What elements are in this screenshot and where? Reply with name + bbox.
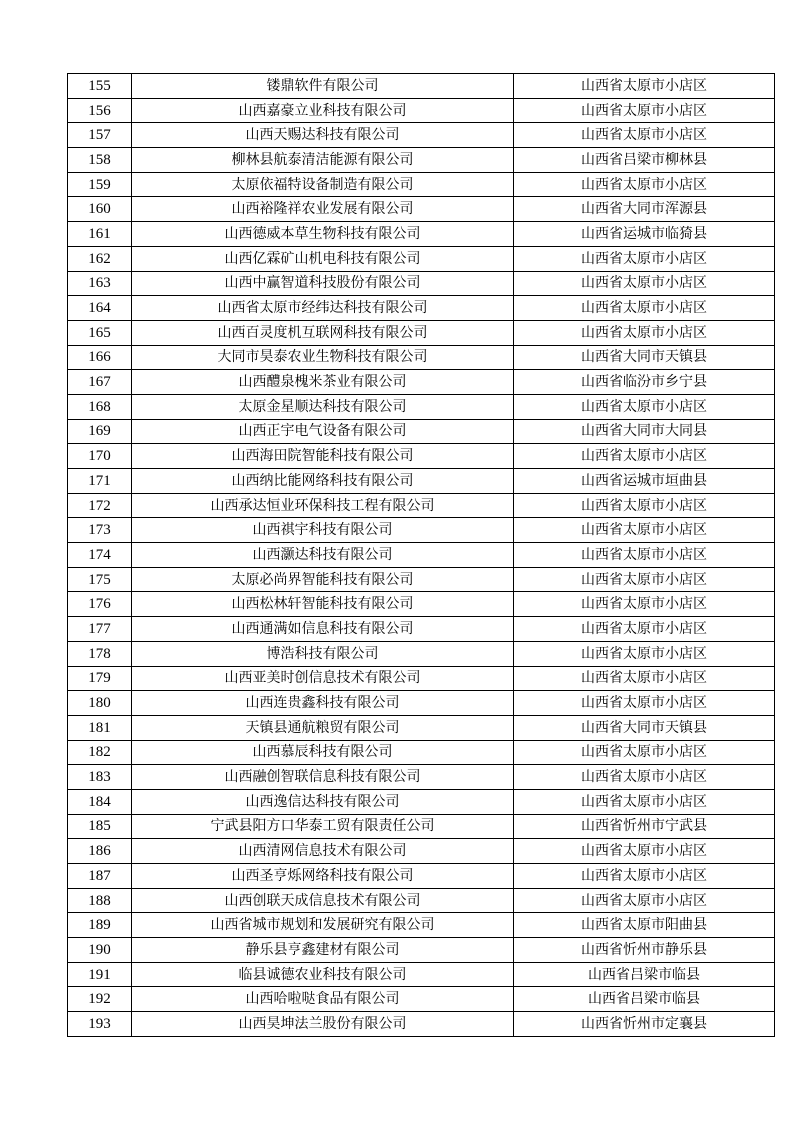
location-cell: 山西省大同市大同县 [514,419,775,444]
table-row [68,987,775,1012]
table-row [68,271,775,296]
location-cell: 山西省太原市小店区 [514,123,775,148]
table-row [68,172,775,197]
location-cell: 山西省太原市小店区 [514,74,775,99]
table-row [68,543,775,568]
company-name-cell: 山西祺宇科技有限公司 [132,518,514,543]
table-row [68,715,775,740]
table-row [68,789,775,814]
company-name-cell: 山西昊坤法兰股份有限公司 [132,1012,514,1037]
company-name-cell: 太原依福特设备制造有限公司 [132,172,514,197]
location-cell: 山西省太原市小店区 [514,691,775,716]
table-row [68,913,775,938]
row-number-cell: 178 [68,641,132,666]
company-name-cell: 山西逸信达科技有限公司 [132,789,514,814]
company-name-cell: 山西百灵度机互联网科技有限公司 [132,320,514,345]
company-name-cell: 山西圣亨烁网络科技有限公司 [132,864,514,889]
table-row [68,666,775,691]
table-row [68,74,775,99]
location-cell: 山西省太原市小店区 [514,567,775,592]
table-row [68,444,775,469]
location-cell: 山西省太原市小店区 [514,839,775,864]
company-name-cell: 太原必尚界智能科技有限公司 [132,567,514,592]
location-cell: 山西省太原市小店区 [514,888,775,913]
table-row [68,370,775,395]
company-name-cell: 柳林县航泰清洁能源有限公司 [132,148,514,173]
row-number-cell: 162 [68,246,132,271]
row-number-cell: 182 [68,740,132,765]
company-name-cell: 山西承达恒业环保科技工程有限公司 [132,493,514,518]
table-row [68,740,775,765]
table-row [68,320,775,345]
company-name-cell: 博浩科技有限公司 [132,641,514,666]
row-number-cell: 192 [68,987,132,1012]
row-number-cell: 165 [68,320,132,345]
company-name-cell: 山西天赐达科技有限公司 [132,123,514,148]
location-cell: 山西省太原市小店区 [514,617,775,642]
company-name-cell: 山西通满如信息科技有限公司 [132,617,514,642]
table-row [68,419,775,444]
table-row [68,469,775,494]
location-cell: 山西省运城市临猗县 [514,222,775,247]
row-number-cell: 160 [68,197,132,222]
location-cell: 山西省大同市天镇县 [514,345,775,370]
company-list-body [68,74,775,1037]
location-cell: 山西省临汾市乡宁县 [514,370,775,395]
row-number-cell: 157 [68,123,132,148]
row-number-cell: 172 [68,493,132,518]
company-name-cell: 镂鼎软件有限公司 [132,74,514,99]
company-name-cell: 山西哈啦哒食品有限公司 [132,987,514,1012]
company-name-cell: 太原金星顺达科技有限公司 [132,394,514,419]
location-cell: 山西省太原市小店区 [514,666,775,691]
table-row [68,222,775,247]
row-number-cell: 174 [68,543,132,568]
company-name-cell: 山西清网信息技术有限公司 [132,839,514,864]
company-name-cell: 山西省太原市经纬达科技有限公司 [132,296,514,321]
company-name-cell: 山西创联天成信息技术有限公司 [132,888,514,913]
location-cell: 山西省太原市小店区 [514,543,775,568]
row-number-cell: 158 [68,148,132,173]
table-row [68,345,775,370]
table-row [68,567,775,592]
row-number-cell: 179 [68,666,132,691]
table-row [68,123,775,148]
location-cell: 山西省太原市小店区 [514,98,775,123]
table-row [68,592,775,617]
location-cell: 山西省太原市小店区 [514,296,775,321]
row-number-cell: 164 [68,296,132,321]
company-list-table [67,73,775,1037]
row-number-cell: 183 [68,765,132,790]
table-row [68,962,775,987]
company-name-cell: 山西正宇电气设备有限公司 [132,419,514,444]
row-number-cell: 193 [68,1012,132,1037]
row-number-cell: 171 [68,469,132,494]
table-row [68,641,775,666]
table-row [68,246,775,271]
location-cell: 山西省吕梁市临县 [514,987,775,1012]
company-name-cell: 山西海田院智能科技有限公司 [132,444,514,469]
row-number-cell: 188 [68,888,132,913]
location-cell: 山西省太原市小店区 [514,740,775,765]
row-number-cell: 180 [68,691,132,716]
row-number-cell: 155 [68,74,132,99]
table-row [68,814,775,839]
row-number-cell: 168 [68,394,132,419]
company-name-cell: 山西松林轩智能科技有限公司 [132,592,514,617]
table-row [68,888,775,913]
location-cell: 山西省大同市天镇县 [514,715,775,740]
row-number-cell: 189 [68,913,132,938]
company-name-cell: 山西中赢智道科技股份有限公司 [132,271,514,296]
row-number-cell: 163 [68,271,132,296]
row-number-cell: 167 [68,370,132,395]
company-name-cell: 山西嘉豪立业科技有限公司 [132,98,514,123]
company-name-cell: 大同市昊泰农业生物科技有限公司 [132,345,514,370]
row-number-cell: 169 [68,419,132,444]
location-cell: 山西省太原市阳曲县 [514,913,775,938]
company-name-cell: 天镇县通航粮贸有限公司 [132,715,514,740]
location-cell: 山西省大同市浑源县 [514,197,775,222]
company-name-cell: 山西亚美时创信息技术有限公司 [132,666,514,691]
location-cell: 山西省太原市小店区 [514,592,775,617]
location-cell: 山西省太原市小店区 [514,394,775,419]
location-cell: 山西省太原市小店区 [514,271,775,296]
company-name-cell: 山西纳比能网络科技有限公司 [132,469,514,494]
location-cell: 山西省忻州市定襄县 [514,1012,775,1037]
row-number-cell: 190 [68,938,132,963]
location-cell: 山西省运城市垣曲县 [514,469,775,494]
row-number-cell: 177 [68,617,132,642]
row-number-cell: 175 [68,567,132,592]
table-row [68,765,775,790]
location-cell: 山西省太原市小店区 [514,493,775,518]
company-name-cell: 临县诚德农业科技有限公司 [132,962,514,987]
location-cell: 山西省太原市小店区 [514,246,775,271]
row-number-cell: 181 [68,715,132,740]
table-row [68,864,775,889]
location-cell: 山西省太原市小店区 [514,172,775,197]
company-name-cell: 山西慕辰科技有限公司 [132,740,514,765]
row-number-cell: 159 [68,172,132,197]
location-cell: 山西省忻州市静乐县 [514,938,775,963]
company-name-cell: 静乐县亨鑫建材有限公司 [132,938,514,963]
company-name-cell: 宁武县阳方口华泰工贸有限责任公司 [132,814,514,839]
company-name-cell: 山西灏达科技有限公司 [132,543,514,568]
row-number-cell: 176 [68,592,132,617]
location-cell: 山西省太原市小店区 [514,320,775,345]
table-row [68,197,775,222]
table-row [68,691,775,716]
table-row [68,98,775,123]
table-row [68,938,775,963]
row-number-cell: 166 [68,345,132,370]
company-name-cell: 山西连贵鑫科技有限公司 [132,691,514,716]
row-number-cell: 161 [68,222,132,247]
row-number-cell: 185 [68,814,132,839]
location-cell: 山西省太原市小店区 [514,864,775,889]
table-row [68,394,775,419]
table-row [68,617,775,642]
row-number-cell: 173 [68,518,132,543]
company-name-cell: 山西亿霖矿山机电科技有限公司 [132,246,514,271]
location-cell: 山西省太原市小店区 [514,765,775,790]
location-cell: 山西省太原市小店区 [514,518,775,543]
table-row [68,296,775,321]
company-name-cell: 山西裕隆祥农业发展有限公司 [132,197,514,222]
location-cell: 山西省太原市小店区 [514,789,775,814]
table-row [68,1012,775,1037]
company-name-cell: 山西省城市规划和发展研究有限公司 [132,913,514,938]
row-number-cell: 170 [68,444,132,469]
location-cell: 山西省吕梁市临县 [514,962,775,987]
location-cell: 山西省太原市小店区 [514,641,775,666]
row-number-cell: 187 [68,864,132,889]
row-number-cell: 191 [68,962,132,987]
company-name-cell: 山西德威本草生物科技有限公司 [132,222,514,247]
table-row [68,518,775,543]
table-row [68,493,775,518]
company-name-cell: 山西醴泉槐米茶业有限公司 [132,370,514,395]
company-name-cell: 山西融创智联信息科技有限公司 [132,765,514,790]
row-number-cell: 184 [68,789,132,814]
row-number-cell: 186 [68,839,132,864]
location-cell: 山西省忻州市宁武县 [514,814,775,839]
table-row [68,839,775,864]
location-cell: 山西省太原市小店区 [514,444,775,469]
location-cell: 山西省吕梁市柳林县 [514,148,775,173]
table-row [68,148,775,173]
row-number-cell: 156 [68,98,132,123]
